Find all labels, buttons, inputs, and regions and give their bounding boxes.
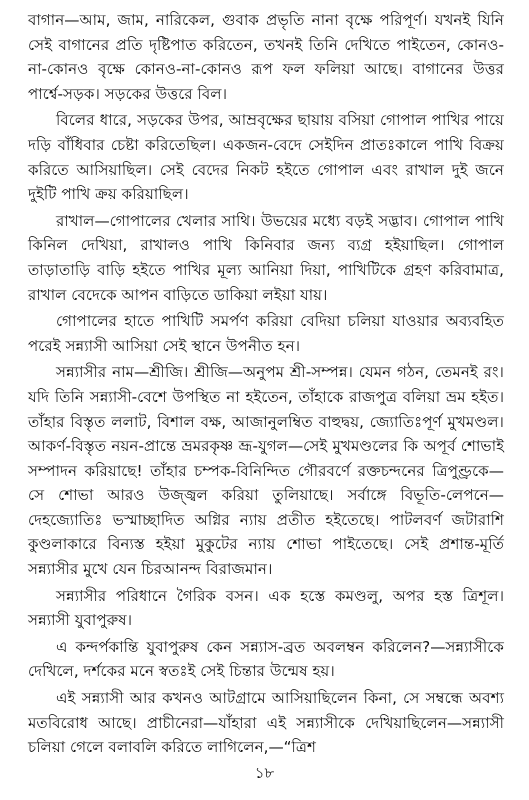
paragraph-6: সন্ন্যাসীর পরিধানে গৈরিক বসন। এক হস্তে কমণ্ডলু, অপর হস্ত ত্রিশূল। সন্ন্যাসী যুবাপুরুষ।: [28, 586, 504, 630]
paragraph-8: এই সন্ন্যাসী আর কখনও আটগ্রামে আসিয়াছিলেন কিনা, সে সম্বন্ধে অবশ্য মতবিরোধ আছে। প্রাচীনেরা—যাঁহারা এই সন্ন্যাসীকে দেখিয়াছিলেন—সন্ন্যাসী চলিয়া গেলে বলাবলি করিতে লাগিলেন,—“ত্রিশ: [28, 689, 504, 757]
paragraph-3: রাখাল—গোপালের খেলার সাথি। উভয়ের মধ্যে বড়ই সদ্ভাব। গোপাল পাখি কিনিল দেখিয়া, রাখালও পাখি কিনিবার জন্য ব্যগ্র হইয়াছিল। গোপাল তাড়াতাড়ি বাড়ি হইতে পাখির মূল্য আনিয়া দিয়া, পাখিটিকে গ্রহণ করিবামাত্র, রাখাল বেদেকে আপন বাড়িতে ডাকিয়া লইয়া যায়।: [28, 211, 504, 304]
paragraph-5: সন্ন্যাসীর নাম—শ্রীজি। শ্রীজি—অনুপম শ্রী-সম্পন্ন। যেমন গঠন, তেমনই রং। যদি তিনি সন্ন্যাসী-বেশে উপস্থিত না হইতেন, তাঁহাকে রাজপুত্র বলিয়া ভ্রম হইত। তাঁহার বিস্তৃত ললাট, বিশাল বক্ষ, আজানুলম্বিত বাহুদ্বয়, জ্যোতিঃপূর্ণ মুখমণ্ডল। আকর্ণ-বিস্তৃত নয়ন-প্রান্তে ভ্রমরকৃষ্ণ ভ্রূ-যুগল—সেই মুখমণ্ডলের কি অপূর্ব শোভাই সম্পাদন করিয়াছে! তাঁহার চম্পক-বিনিন্দিত গৌরবর্ণে রক্তচন্দনের ত্রিপুণ্ড্রকে—সে শোভা আরও উজ্জ্বল করিয়া তুলিয়াছে। সর্বাঙ্গে বিভূতি-লেপনে—দেহজ্যোতিঃ ভস্মাচ্ছাদিত অগ্নির ন্যায় প্রতীত হইতেছে। পাটলবর্ণ জটারাশি কুণ্ডলাকারে বিন্যস্ত হইয়া মুকুটের ন্যায় শোভা পাইতেছে। সেই প্রশান্ত-মূর্তি সন্ন্যাসীর মুখে যেন চিরআনন্দ বিরাজমান।: [28, 363, 504, 579]
paragraph-4: গোপালের হাতে পাখিটি সমর্পণ করিয়া বেদিয়া চলিয়া যাওয়ার অব্যবহিত পরেই সন্ন্যাসী আসিয়া সেই স্থানে উপনীত হন।: [28, 312, 504, 355]
paragraph-1: বাগান—আম, জাম, নারিকেল, গুবাক প্রভৃতি নানা বৃক্ষে পরিপূর্ণ। যখনই যিনি সেই বাগানের প্রতি দৃষ্টিপাত করিতেন, তখনই তিনি দেখিতে পাইতেন, কোনও-না-কোনও বৃক্ষে কোনও-না-কোনও রূপ ফল ফলিয়া আছে। বাগানের উত্তর পার্শ্বে-সড়ক। সড়কের উত্তরে বিল।: [28, 11, 504, 103]
page-number: ১৮: [254, 764, 275, 782]
paragraph-2: বিলের ধারে, সড়কের উপর, আম্রবৃক্ষের ছায়ায় বসিয়া গোপাল পাখির পায়ে দড়ি বাঁধিবার চেষ্টা করিতেছিল। একজন-বেদে সেইদিন প্রাতঃকালে পাখি বিক্রয় করিতে আসিয়াছিল। সেই বেদের নিকট হইতে গোপাল এবং রাখাল দুই জনে দুইটি পাখি ক্রয় করিয়াছিল।: [28, 111, 504, 204]
paragraph-7: এ কন্দর্পকান্তি যুবাপুরুষ কেন সন্ন্যাস-ব্রত অবলম্বন করিলেন?—সন্ন্যাসীকে দেখিলে, দর্শকের মনে স্বতঃই সেই চিন্তার উন্মেষ হয়।: [28, 637, 504, 681]
body-text: [28, 8, 504, 762]
